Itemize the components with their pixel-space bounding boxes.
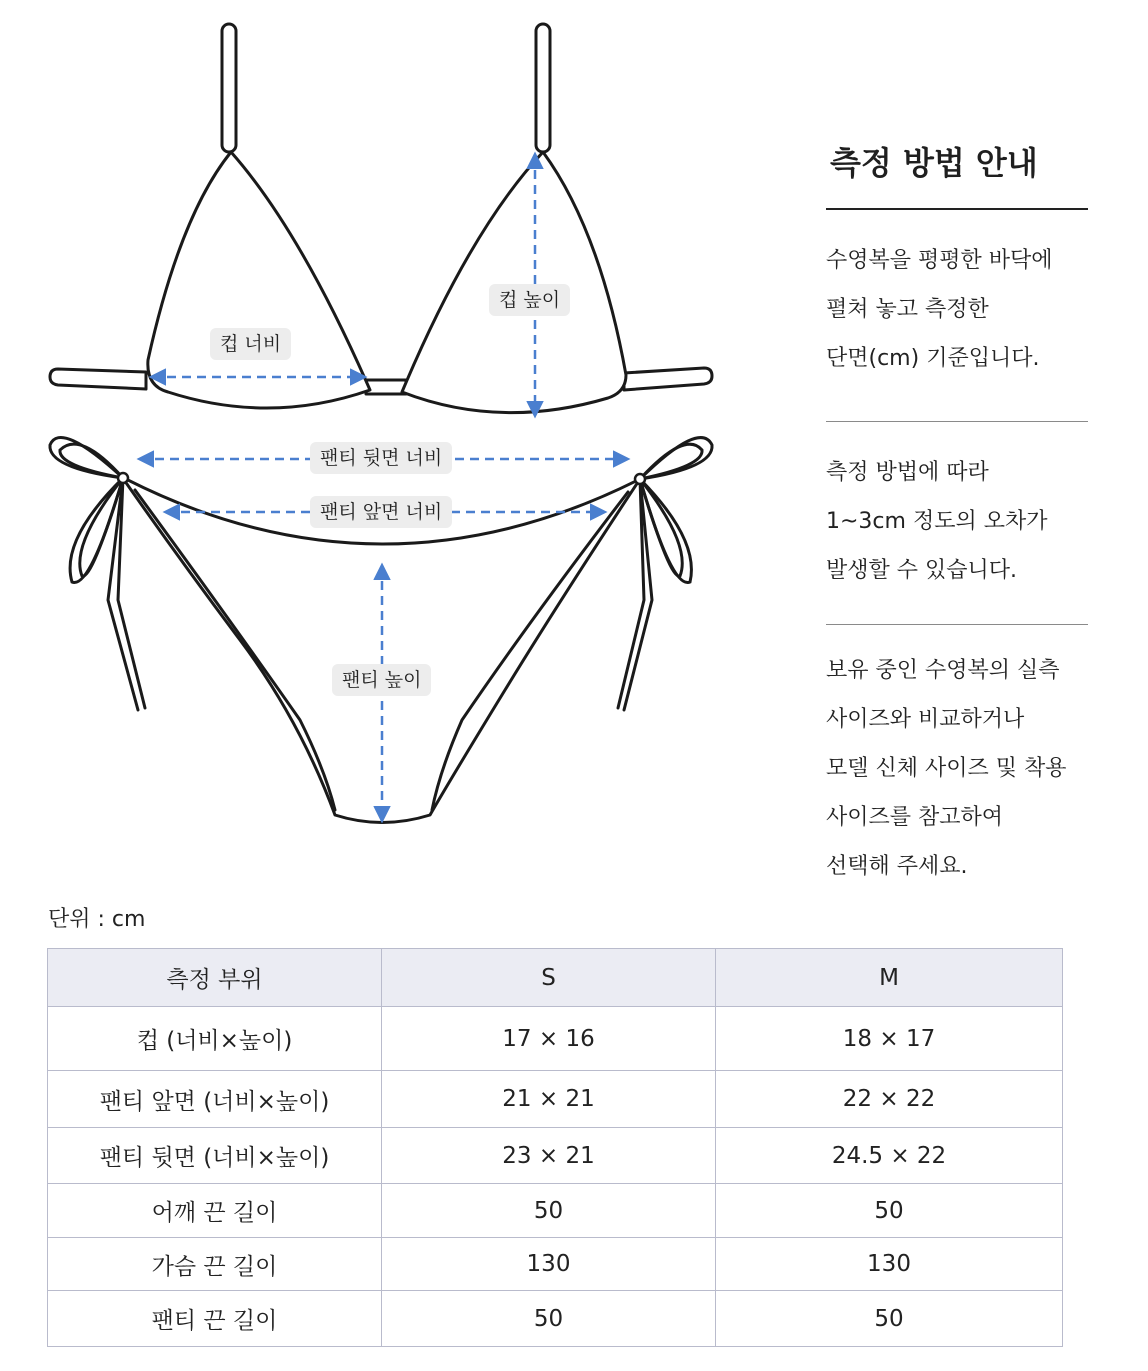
guide-text-line: 1~3cm 정도의 오차가 bbox=[826, 509, 1048, 534]
table-row bbox=[48, 1128, 1063, 1184]
table-row bbox=[48, 1184, 1063, 1238]
table-cell: 130 bbox=[716, 1238, 1063, 1291]
table-cell: 팬티 끈 길이 bbox=[48, 1291, 382, 1347]
table-row bbox=[48, 1071, 1063, 1128]
guide-text-line: 선택해 주세요. bbox=[826, 854, 968, 879]
guide-text-line: 보유 중인 수영복의 실측 bbox=[826, 658, 1060, 683]
table-cell: 17 × 16 bbox=[382, 1007, 716, 1071]
table-header-cell: M bbox=[716, 949, 1063, 1007]
left-shoulder-strap bbox=[222, 24, 236, 152]
table-cell: 컵 (너비×높이) bbox=[48, 1007, 382, 1071]
table-header-cell: S bbox=[382, 949, 716, 1007]
panty-front-width-label: 팬티 앞면 너비 bbox=[310, 496, 452, 528]
table-cell: 50 bbox=[716, 1291, 1063, 1347]
guide-divider bbox=[826, 624, 1088, 625]
size-table bbox=[47, 948, 1063, 1347]
left-chest-strap bbox=[50, 369, 146, 389]
unit-label: 단위 : cm bbox=[48, 907, 146, 932]
left-cup bbox=[148, 152, 370, 408]
table-row bbox=[48, 1291, 1063, 1347]
guide-paragraph-1 bbox=[826, 236, 1126, 383]
table-cell: 가슴 끈 길이 bbox=[48, 1238, 382, 1291]
right-shoulder-strap bbox=[536, 24, 550, 152]
right-chest-strap bbox=[624, 368, 712, 390]
table-cell: 50 bbox=[382, 1291, 716, 1347]
guide-text-line: 사이즈를 참고하여 bbox=[826, 805, 1004, 830]
table-cell: 24.5 × 22 bbox=[716, 1128, 1063, 1184]
panty-back-width-label: 팬티 뒷면 너비 bbox=[310, 442, 452, 474]
table-cell: 어깨 끈 길이 bbox=[48, 1184, 382, 1238]
guide-text-line: 측정 방법에 따라 bbox=[826, 460, 989, 485]
guide-title: 측정 방법 안내 bbox=[830, 144, 1038, 182]
right-cup bbox=[402, 152, 626, 413]
guide-divider bbox=[826, 421, 1088, 422]
guide-text-line: 발생할 수 있습니다. bbox=[826, 558, 1017, 583]
table-header-row bbox=[48, 949, 1063, 1007]
cup-height-label: 컵 높이 bbox=[489, 284, 570, 316]
table-cell: 130 bbox=[382, 1238, 716, 1291]
guide-title-divider bbox=[826, 208, 1088, 210]
guide-text-line: 펼쳐 놓고 측정한 bbox=[826, 297, 989, 322]
table-header-cell: 측정 부위 bbox=[48, 949, 382, 1007]
cup-width-label: 컵 너비 bbox=[210, 328, 291, 360]
table-cell: 21 × 21 bbox=[382, 1071, 716, 1128]
table-row bbox=[48, 1007, 1063, 1071]
table-cell: 50 bbox=[382, 1184, 716, 1238]
center-connector bbox=[366, 380, 406, 394]
guide-paragraph-3 bbox=[826, 646, 1126, 891]
bikini-measurement-diagram bbox=[0, 0, 780, 900]
table-cell: 18 × 17 bbox=[716, 1007, 1063, 1071]
guide-text-line: 단면(cm) 기준입니다. bbox=[826, 346, 1040, 371]
right-side-tie bbox=[618, 438, 712, 710]
table-cell: 23 × 21 bbox=[382, 1128, 716, 1184]
table-row bbox=[48, 1238, 1063, 1291]
panty-height-label: 팬티 높이 bbox=[332, 664, 431, 696]
guide-text-line: 모델 신체 사이즈 및 착용 bbox=[826, 756, 1067, 781]
left-side-tie bbox=[50, 437, 145, 710]
guide-paragraph-2 bbox=[826, 448, 1126, 595]
table-cell: 팬티 뒷면 (너비×높이) bbox=[48, 1128, 382, 1184]
left-tie-knot bbox=[118, 473, 128, 483]
table-cell: 50 bbox=[716, 1184, 1063, 1238]
guide-text-line: 수영복을 평평한 바닥에 bbox=[826, 248, 1053, 273]
guide-text-line: 사이즈와 비교하거나 bbox=[826, 707, 1025, 732]
table-cell: 22 × 22 bbox=[716, 1071, 1063, 1128]
table-cell: 팬티 앞면 (너비×높이) bbox=[48, 1071, 382, 1128]
right-tie-knot bbox=[635, 474, 645, 484]
